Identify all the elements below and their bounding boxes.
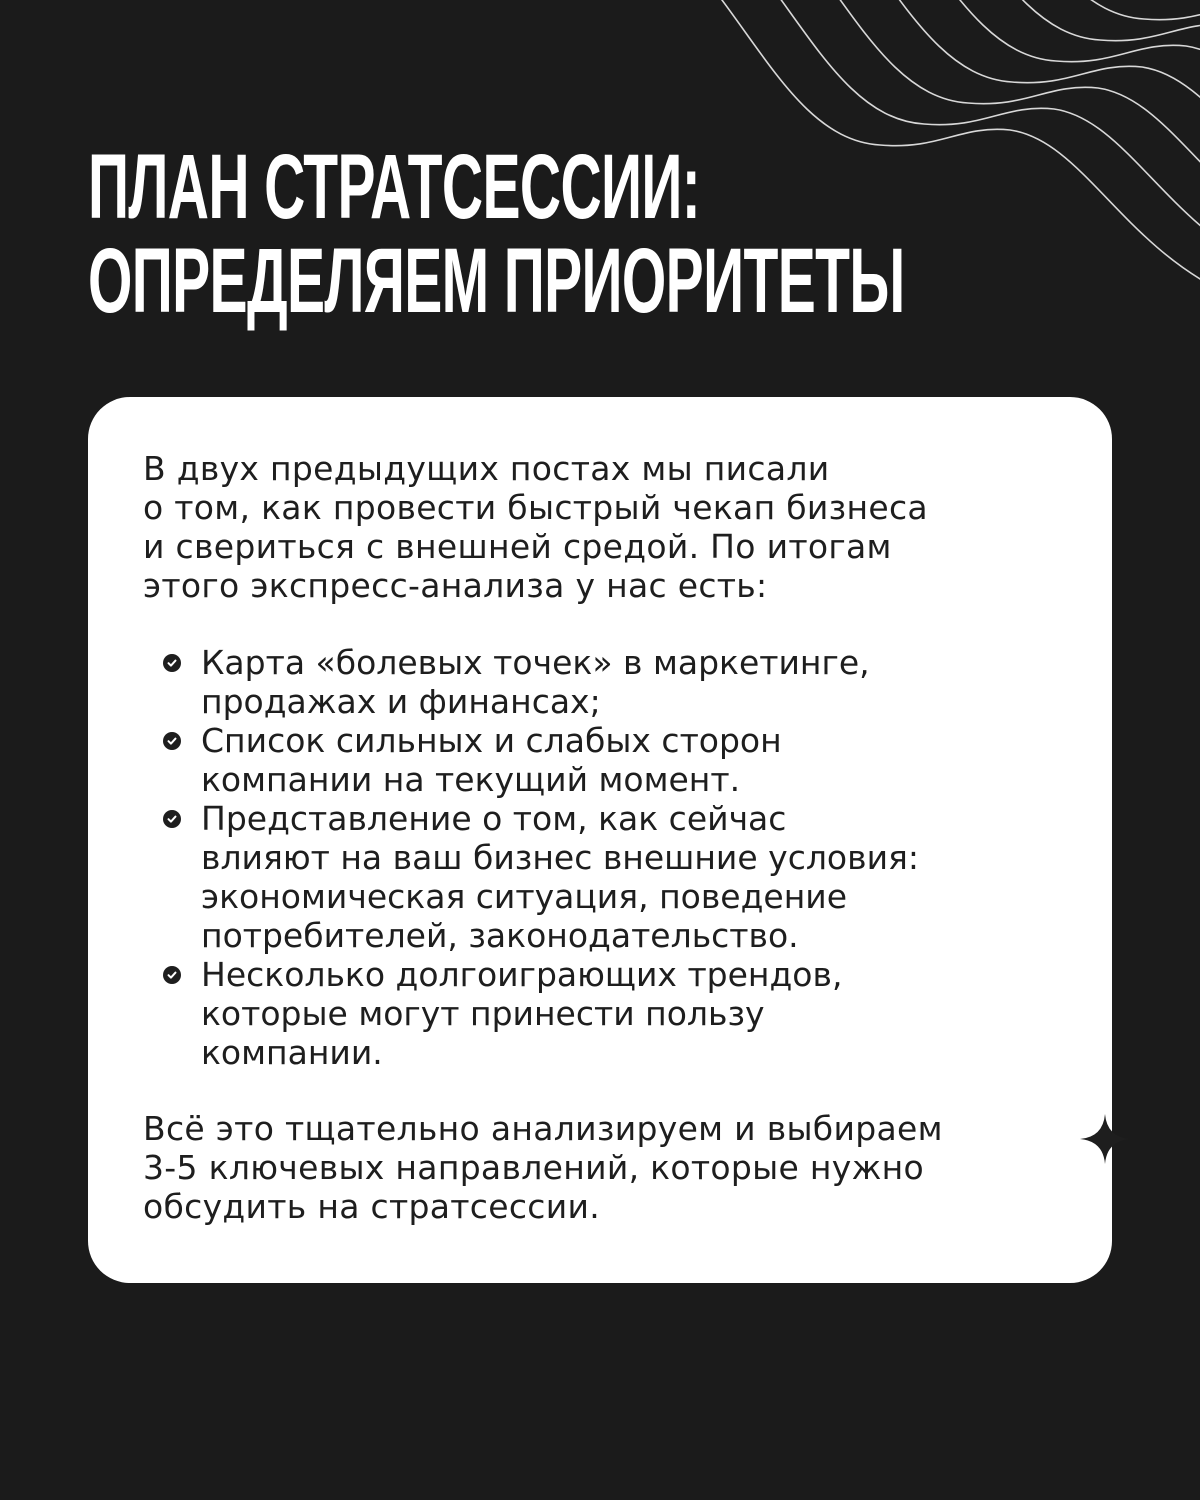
wave-line xyxy=(1130,0,1200,80)
content-card xyxy=(88,397,1112,1283)
check-circle-icon xyxy=(163,966,181,984)
check-circle-icon xyxy=(163,732,181,750)
text-line: влияют на ваш бизнес внешние условия: xyxy=(201,838,919,877)
sparkle-icon xyxy=(1080,1114,1130,1164)
list-item xyxy=(143,799,919,955)
list-item xyxy=(143,721,919,799)
text-line: продажах и финансах; xyxy=(201,682,601,721)
text-line: Список сильных и слабых сторон xyxy=(201,721,782,760)
text-line: о том, как провести быстрый чекап бизнеса xyxy=(143,488,928,527)
text-line: экономическая ситуация, поведение xyxy=(201,877,848,916)
text-line: Всё это тщательно анализируем и выбираем xyxy=(143,1109,943,1148)
text-line: 3-5 ключевых направлений, которые нужно xyxy=(143,1148,924,1187)
intro-paragraph xyxy=(143,449,928,605)
check-circle-icon xyxy=(163,654,181,672)
text-line: потребителей, законодательство. xyxy=(201,916,799,955)
bullet-list xyxy=(143,643,919,1072)
text-line: В двух предыдущих постах мы писали xyxy=(143,449,830,488)
title-line: ПЛАН СТРАТСЕССИИ: xyxy=(88,136,701,238)
text-line: компании на текущий момент. xyxy=(201,760,741,799)
text-line: компании. xyxy=(201,1033,383,1072)
text-line: этого экспресс-анализа у нас есть: xyxy=(143,566,768,605)
text-line: Карта «болевых точек» в маркетинге, xyxy=(201,643,870,682)
wave-line xyxy=(954,0,1200,164)
check-circle-icon xyxy=(163,810,181,828)
outro-paragraph xyxy=(143,1109,943,1226)
title-line: ОПРЕДЕЛЯЕМ ПРИОРИТЕТЫ xyxy=(88,230,905,332)
list-item xyxy=(143,643,919,721)
text-line: которые могут принести пользу xyxy=(201,994,765,1033)
wave-line xyxy=(910,0,1200,185)
text-line: Представление о том, как сейчас xyxy=(201,799,787,838)
wave-line xyxy=(998,0,1200,143)
text-line: обсудить на стратсессии. xyxy=(143,1187,601,1226)
page-title xyxy=(88,136,905,332)
text-line: и свериться с внешней средой. По итогам xyxy=(143,527,892,566)
wave-line xyxy=(1086,0,1200,101)
list-item xyxy=(143,955,919,1072)
text-line: Несколько долгоиграющих трендов, xyxy=(201,955,843,994)
